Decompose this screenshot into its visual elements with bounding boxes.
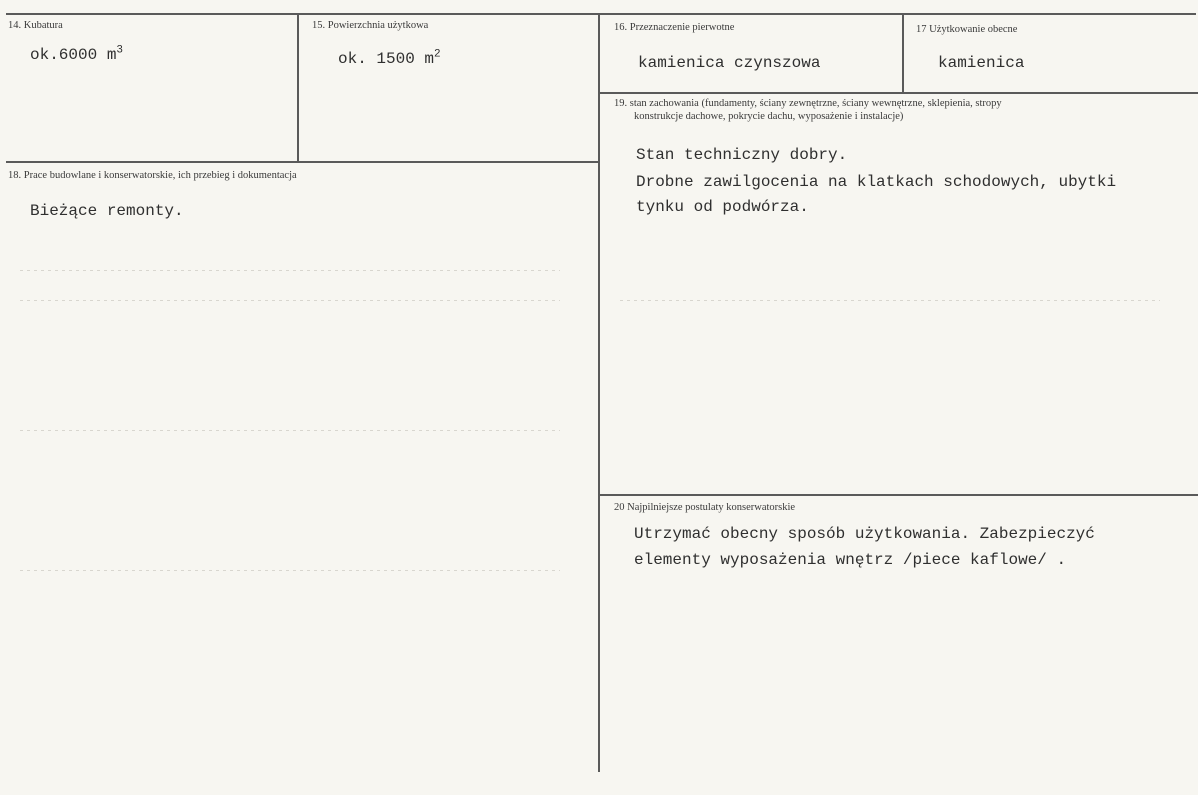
field-14-value xyxy=(30,46,123,64)
field-20-line-1: Utrzymać obecny sposób użytkowania. Zabezpieczyć xyxy=(634,525,1095,543)
field-20-line-2: elementy wyposażenia wnętrz /piece kaflowe/ . xyxy=(634,551,1067,569)
field-15-value xyxy=(338,50,441,68)
divider-row1-right xyxy=(599,92,1198,94)
top-border xyxy=(6,13,1196,15)
ruling xyxy=(20,570,560,571)
field-15-label: 15. Powierzchnia użytkowa xyxy=(312,20,429,31)
field-14-value-text: ok.6000 m xyxy=(30,46,117,64)
divider-row1-left xyxy=(6,161,599,163)
ruling xyxy=(620,300,1160,301)
field-14-label: 14. Kubatura xyxy=(8,20,63,31)
divider-19-20 xyxy=(599,494,1198,496)
field-19-line-3: tynku od podwórza. xyxy=(636,198,809,216)
field-19-line-1: Stan techniczny dobry. xyxy=(636,146,848,164)
divider-14-15 xyxy=(297,14,299,162)
field-16-value: kamienica czynszowa xyxy=(638,54,821,72)
ruling xyxy=(20,300,560,301)
field-19-label-line2: konstrukcje dachowe, pokrycie dachu, wyposażenie i instalacje) xyxy=(634,111,904,122)
field-18-label: 18. Prace budowlane i konserwatorskie, ich przebieg i dokumentacja xyxy=(8,170,297,181)
field-17-label: 17 Użytkowanie obecne xyxy=(916,24,1018,35)
divider-main xyxy=(598,14,600,772)
ruling xyxy=(20,270,560,271)
divider-16-17 xyxy=(902,14,904,92)
field-14-unit-sup: 3 xyxy=(116,44,124,57)
field-18-value: Bieżące remonty. xyxy=(30,202,184,220)
field-19-label-line1: 19. stan zachowania (fundamenty, ściany zewnętrzne, ściany wewnętrzne, sklepienia, stropy xyxy=(614,98,1002,109)
field-17-value: kamienica xyxy=(938,54,1025,72)
field-15-unit-sup: 2 xyxy=(434,48,441,61)
field-15-value-text: ok. 1500 m xyxy=(338,50,435,68)
ruling xyxy=(20,430,560,431)
field-20-label: 20 Najpilniejsze postulaty konserwatorskie xyxy=(614,502,796,513)
field-16-label: 16. Przeznaczenie pierwotne xyxy=(614,22,735,33)
field-19-line-2: Drobne zawilgocenia na klatkach schodowych, ubytki xyxy=(636,173,1117,191)
